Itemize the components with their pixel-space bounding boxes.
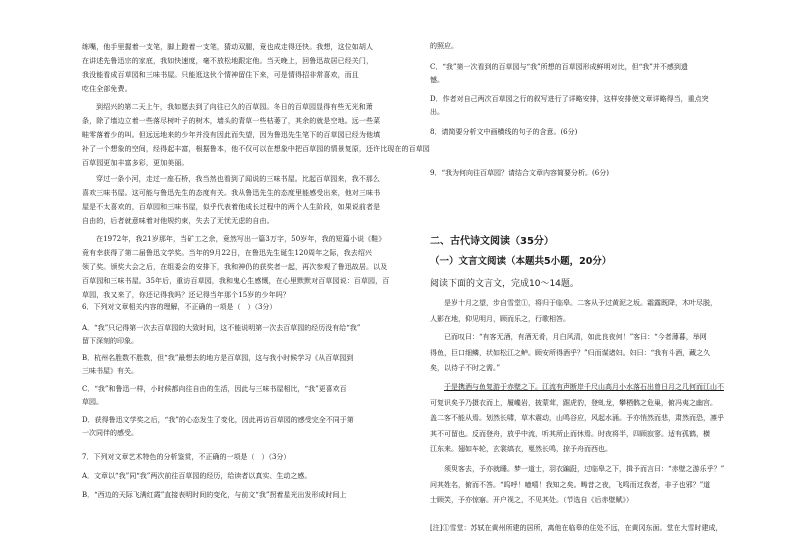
section-title: 二、古代诗文阅读（35分） xyxy=(430,236,554,247)
question-6-option-a: A．“我”只记得第一次去百草园的大致时间，这不能说明第一次去百草园的经历没有给“我” 留下深刻的印象。 xyxy=(82,324,361,345)
question-8: 8．请简要分析文中画横线的句子的含意。(6分) xyxy=(430,128,578,136)
question-7 xyxy=(82,451,290,464)
classical-paragraph-1: 是岁十月之望，步自雪堂①，将归于临皋。二客从予过黄泥之坂。霜露既降，木叶尽脱， 人影在地，仰见明月，顾而乐之，行歌相答。 xyxy=(430,299,717,323)
question-6-option-d: D．获得鲁迅文学奖之后，“我”的心态发生了变化，因此再访百草园的感受完全不同于第 一次同伴的感受。 xyxy=(82,416,354,437)
passage-paragraph-2: 到绍兴的第二天上午，我如愿去到了向往已久的百草园。冬日的百草园显得有些无光和萧 条，除了墙边立着一些落尽树叶子的树木，墙头的青草一些枯萎了，其余的就是空地。远一些菜 畦零落着少的叫。但远远地来的少年并没有因此而失望，因为鲁迅先生笔下的百草园已经为他填 补了一个想象的空间，经得起丰富，根据鲁本，他不仅可以在想象中把百草园的情景复原，还许比现在的百草园 百草园更加丰富多彩，更加美丽。 xyxy=(82,103,430,167)
question-6-option-c: C．“我”和鲁迅一样，小时候都向往自由的生活，因此与三味书屋相比，“我”更喜欢百 草园。 xyxy=(82,385,347,406)
question-7-continuation: 的照应。 xyxy=(430,42,458,50)
question-9: 9．“我为何向往百草园？请结合文章内容简要分析。(6分) xyxy=(430,169,609,177)
subsection-title: （一）文言文阅读（本题共5小题，20分） xyxy=(430,256,612,267)
passage-paragraph-1: 练嘴，他手里握着一支笔，脚上蹬着一支笔，猜动双腿，竟也成走得还快。我想，这位如胡人 在讲述先鲁迅宗的家底，我如快速度，毫不放松地跟定他。当天晚上，回鲁迅故居已经关门， 我没能看成百草园和三味书屋。只能逛这伙个情神留住下来，可是情得招非常喜欢，而且 吃住全部免费。 xyxy=(82,43,374,93)
classical-paragraph-2: 已而叹曰：“有客无酒，有酒无肴，月白风清，如此良夜何！”客曰：“今者薄暮，举网 得鱼，巨口细鳞，状如松江之鲈。顾安所得酒乎？”归而谋诸妇。妇曰：“我有斗酒，藏之久 矣，以待子不时之需。” xyxy=(430,333,711,372)
passage-paragraph-4: 在1972年，我21岁那年，当矿工之余，竟然写出一篇3万字，50岁年，我的短篇小说《鞋》 竟有幸获得了第二届鲁迅文学奖。当年的9月22日，在鲁迅先生诞生120周年之际，我去绍兴 领了奖。颁奖大会之后，在组委会的安排下，我和神仍的获奖者一起，再次参观了鲁迅故居。以及 百草园和三味书屋。35年后，重访百草园，我和鬼心生感慨，在心里默默对百草园说：百草园，百 草园，我又来了，你还记得我吗？还记得当年那个15岁的少年吗？ xyxy=(82,235,390,299)
underlined-sentence: 于是携酒与鱼复游于赤壁之下。江流有声断岸千尺山高月小水落石出曾日月之几何而江山不 xyxy=(444,383,724,391)
question-7-option-d: D．作者对自己两次百草园之行的叙写进行了详略安排，这样安排使文章详略得当，重点突 出。 xyxy=(430,95,709,116)
question-7-stem: 7．下列对文章艺术特色的分析鉴赏，不正确的一项是（ ）（3分） xyxy=(82,453,291,461)
question-7-option-c: C．“我”第一次看到的百草园与“我”所想的百草园形成鲜明对比，但“我”并不感到遗 憾。 xyxy=(430,63,688,84)
question-6 xyxy=(82,301,276,314)
question-7-option-a: A．文章以“我”同“我”两次前往百草园的经历，给读者以真实、生动之感。 xyxy=(82,472,312,480)
question-6-option-b: B．杭州名胜数不胜数，但“我”最想去的地方是百草园，这与我小时候学习《从百草园到 三味书屋》有关。 xyxy=(82,354,354,375)
question-6-stem: 6．下列对文章相关内容的理解，不正确的一项是（ ）（3分） xyxy=(82,303,277,311)
classical-paragraph-3: 于是携酒与鱼复游于赤壁之下。江流有声断岸千尺山高月小水落石出曾日月之几何而江山不 可复识矣予乃摄衣而上，履巉岩，披蒙茸，踞虎豹，登虬龙，攀栖鹘之危巢，俯冯夷之幽宫。 盖二客不能从焉。划然长啸，草木震动，山鸣谷应，风起水涌。予亦悄然而悲，肃然而恐，凛乎 其不可留也。反而登舟，放乎中流，听其所止而休焉。时夜将半，四顾寂寥。适有孤鹤，横 江东来。翅如车轮，玄裳缟衣，戛然长鸣，掠予舟而西也。 xyxy=(430,380,724,458)
passage-paragraph-3: 穿过一条小河，走过一座石桥，我当然也看到了闻说的三味书屋。比起百草园来，我不那么 喜欢三味书屋。这可能与鲁迅先生的态度有关。我从鲁迅先生的态度里能感受出来，他对三味书 屋是不太喜欢的，百草园和三味书屋，似乎代表着他成长过程中的两个人生阶段，如果说前者是 自由的，后者就意味着对他规约束，失去了无忧无虑的自由。 xyxy=(82,175,381,225)
reading-instruction: 阅读下面的文言文，完成10～14题。 xyxy=(430,279,579,289)
classical-paragraph-4: 须臾客去，予亦就睡。梦一道士，羽衣蹁跹，过临皋之下，揖予而言曰：“赤壁之游乐乎？” 问其姓名，俯而不答。“呜呼！噫嘻！我知之矣。畴昔之夜，飞鸣而过我者，非子也邪？”道 士顾笑，予亦惊寤。开户视之，不见其处。（节选自《后赤壁赋》） xyxy=(430,465,725,504)
question-7-option-b: B．“西边的天际飞满红霞”直接表明时间的变化，与前文“我”拐着星光出发形成时间上 xyxy=(82,491,347,499)
footnote: [注]①雪堂：苏轼在黄州所建的居所，离他在临皋的住处不远，在黄冈东面。堂在大雪时建成， xyxy=(430,524,723,532)
